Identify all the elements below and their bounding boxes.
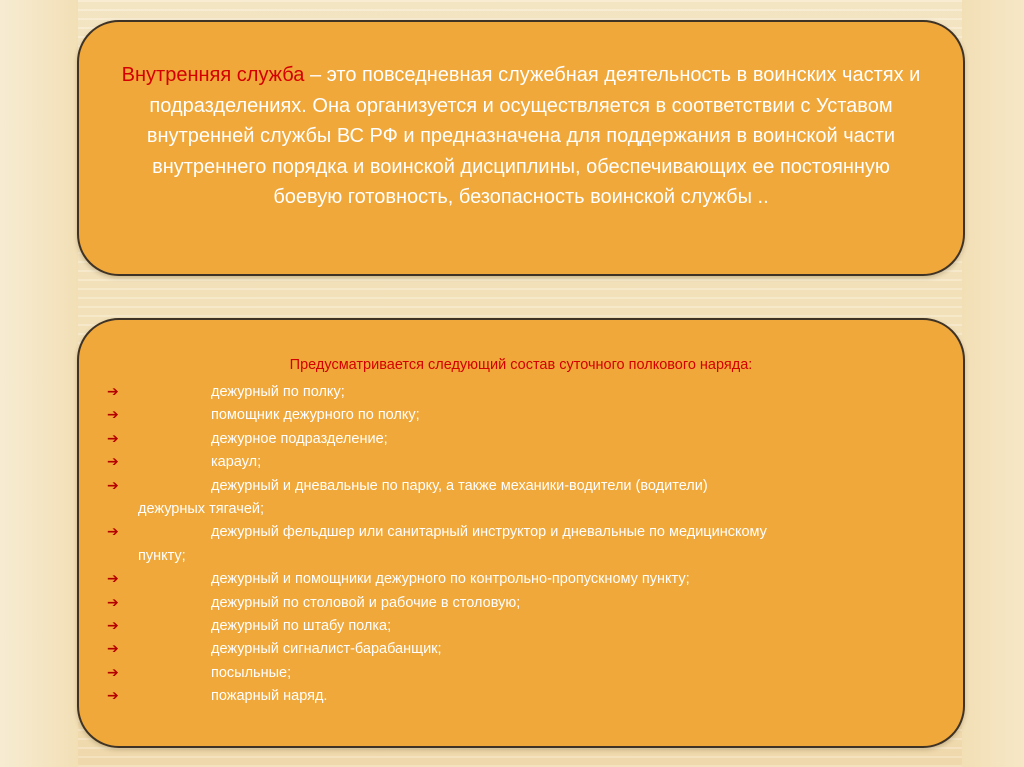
list-item-text: дежурный фельдшер или санитарный инструктор и дневальные по медицинскому — [211, 524, 767, 541]
list-item-text: дежурный по штабу полка; — [211, 618, 392, 635]
list-item — [79, 404, 963, 427]
right-arrow-icon: ➔ — [107, 454, 119, 471]
list-item — [79, 428, 963, 451]
list-item-continuation: дежурных тягачей; — [138, 501, 265, 518]
list-item-text: дежурный по полку; — [211, 384, 345, 400]
right-arrow-icon: ➔ — [107, 664, 119, 681]
definition-term: Внутренняя служба — [121, 64, 305, 86]
list-item-text: пожарный наряд. — [211, 688, 328, 705]
definition-box — [77, 20, 965, 276]
right-arrow-icon: ➔ — [107, 571, 119, 588]
list-item-text: дежурный по столовой и рабочие в столовую; — [211, 594, 521, 611]
list-item — [79, 568, 963, 591]
right-arrow-icon: ➔ — [107, 594, 119, 611]
right-arrow-icon: ➔ — [107, 641, 119, 658]
list-item — [79, 475, 963, 522]
right-arrow-icon: ➔ — [107, 477, 119, 494]
list-item-continuation: пункту; — [138, 547, 186, 564]
list-item-text: помощник дежурного по полку; — [211, 407, 420, 424]
background-left-panel — [0, 0, 78, 767]
right-arrow-icon: ➔ — [107, 384, 119, 400]
list-item — [79, 381, 963, 404]
duty-list — [79, 381, 963, 709]
duty-title: Предусматривается следующий состав суточного полкового наряда: — [289, 357, 753, 373]
right-arrow-icon: ➔ — [107, 430, 119, 447]
list-item — [79, 521, 963, 568]
list-item — [79, 662, 963, 685]
list-item — [79, 451, 963, 474]
list-item-text: дежурный и дневальные по парку, а также механики-водители (водители) — [211, 477, 708, 494]
right-arrow-icon: ➔ — [107, 618, 119, 635]
right-arrow-icon: ➔ — [107, 524, 119, 541]
list-item-text: дежурный и помощники дежурного по контрольно-пропускному пункту; — [211, 571, 690, 588]
list-item-text: посыльные; — [211, 664, 292, 681]
definition-text: – это повседневная служебная деятельность в воинских частях и подразделениях. Она организуется и осуществляется в соответствии с Уставом внутренней службы ВС РФ и предназначена для поддержания в воинской части внутреннего порядка и воинской дисциплины, обеспечивающих ее постоянную боевую готовность, безопасность воинской службы .. — [146, 64, 921, 208]
list-item-text: караул; — [211, 454, 262, 471]
right-arrow-icon: ➔ — [107, 688, 119, 705]
list-item — [79, 615, 963, 638]
list-item — [79, 592, 963, 615]
background-right-panel — [962, 0, 1024, 767]
right-arrow-icon: ➔ — [107, 407, 119, 424]
list-item-text: дежурный сигналист-барабанщик; — [211, 641, 442, 658]
list-item — [79, 685, 963, 708]
list-item-text: дежурное подразделение; — [211, 430, 388, 447]
duty-box — [77, 318, 965, 748]
list-item — [79, 638, 963, 661]
